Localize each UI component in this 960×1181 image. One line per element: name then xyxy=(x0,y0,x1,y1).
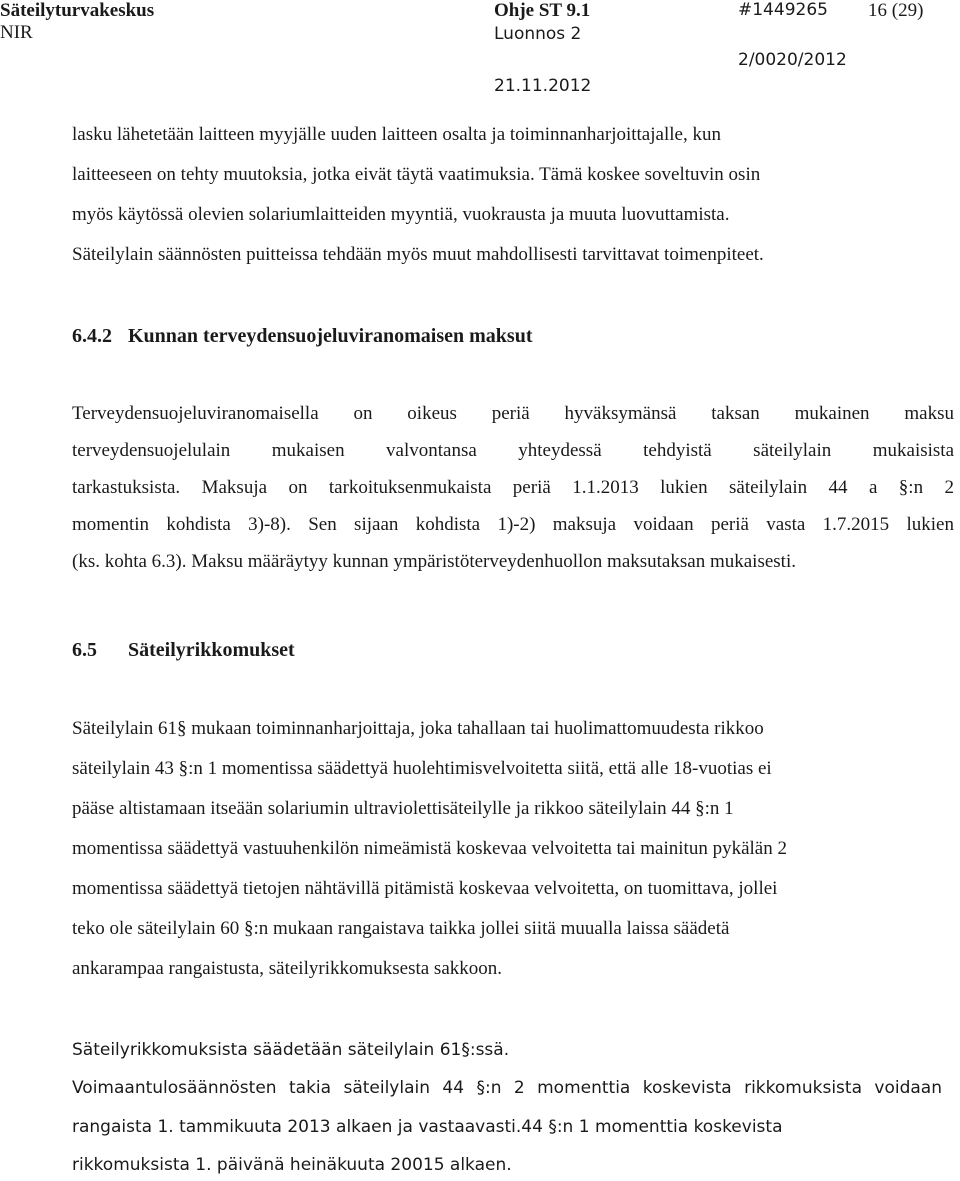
header-org: Säteilyturvakeskus xyxy=(0,0,155,21)
body-line: lasku lähetetään laitteen myyjälle uuden laitteen osalta ja toiminnanharjoittajalle, kun xyxy=(72,124,721,145)
body-line: säteilylain 43 §:n 1 momentissa säädettyä huolehtimisvelvoitetta siitä, että alle 18-vuotias ei xyxy=(72,758,772,779)
section-number: 6.4.2 xyxy=(72,325,112,347)
header-ref: 2/0020/2012 xyxy=(738,50,847,70)
body-line: myös käytössä olevien solariumlaitteiden myyntiä, vuokrausta ja muuta luovuttamista. xyxy=(72,204,730,225)
body-line: Säteilylain 61§ mukaan toiminnanharjoittaja, joka tahallaan tai huolimattomuudesta rikkoo xyxy=(72,718,764,739)
header-doc-title: Ohje ST 9.1 xyxy=(494,0,591,21)
body-line: momentissa säädettyä tietojen nähtävillä pitämistä koskevaa velvoitetta, on tuomittava, jollei xyxy=(72,878,778,899)
body-line: ankarampaa rangaistusta, säteilyrikkomuksesta sakkoon. xyxy=(72,958,503,979)
body-line: momentin kohdista 3)-8). Sen sijaan kohdista 1)-2) maksuja voidaan periä vasta 1.7.2015 lukien xyxy=(72,514,954,535)
header-doc-number: #1449265 xyxy=(738,0,828,20)
body-line: (ks. kohta 6.3). Maksu määräytyy kunnan ympäristöterveydenhuollon maksutaksan mukaisesti. xyxy=(72,551,796,572)
section-title: Säteilyrikkomukset xyxy=(128,639,295,661)
header-page: 16 (29) xyxy=(868,0,924,21)
section-number: 6.5 xyxy=(72,639,97,661)
header-draft: Luonnos 2 xyxy=(494,24,582,44)
body-line: teko ole säteilylain 60 §:n mukaan rangaistava taikka jollei siitä muualla laissa säädetä xyxy=(72,918,730,939)
body-line: pääse altistamaan itseään solariumin ultraviolettisäteilylle ja rikkoo säteilylain 44 §:n 1 xyxy=(72,798,734,819)
transition-line: rikkomuksista 1. päivänä heinäkuuta 20015 alkaen. xyxy=(72,1155,512,1175)
body-line: Terveydensuojeluviranomaisella on oikeus periä hyväksymänsä taksan mukainen maksu xyxy=(72,403,954,424)
note-line: Säteilyrikkomuksista säädetään säteilylain 61§:ssä. xyxy=(72,1040,510,1060)
header-dept: NIR xyxy=(0,22,33,43)
header-date: 21.11.2012 xyxy=(494,76,592,96)
transition-line: Voimaantulosäännösten takia säteilylain 44 §:n 2 momenttia koskevista rikkomuksista voidaan xyxy=(72,1078,942,1098)
body-line: momentissa säädettyä vastuuhenkilön nimeämistä koskevaa velvoitetta tai mainitun pykälän 2 xyxy=(72,838,787,859)
transition-line: rangaista 1. tammikuuta 2013 alkaen ja vastaavasti.44 §:n 1 momenttia koskevista xyxy=(72,1117,783,1137)
section-title: Kunnan terveydensuojeluviranomaisen maksut xyxy=(128,325,533,347)
body-line: Säteilylain säännösten puitteissa tehdään myös muut mahdollisesti tarvittavat toimenpiteet. xyxy=(72,244,764,265)
body-line: laitteeseen on tehty muutoksia, jotka eivät täytä vaatimuksia. Tämä koskee soveltuvin osin xyxy=(72,164,761,185)
body-line: terveydensuojelulain mukaisen valvontansa yhteydessä tehdyistä säteilylain mukaisista xyxy=(72,440,954,461)
body-line: tarkastuksista. Maksuja on tarkoituksenmukaista periä 1.1.2013 lukien säteilylain 44 a §:n 2 xyxy=(72,477,954,498)
